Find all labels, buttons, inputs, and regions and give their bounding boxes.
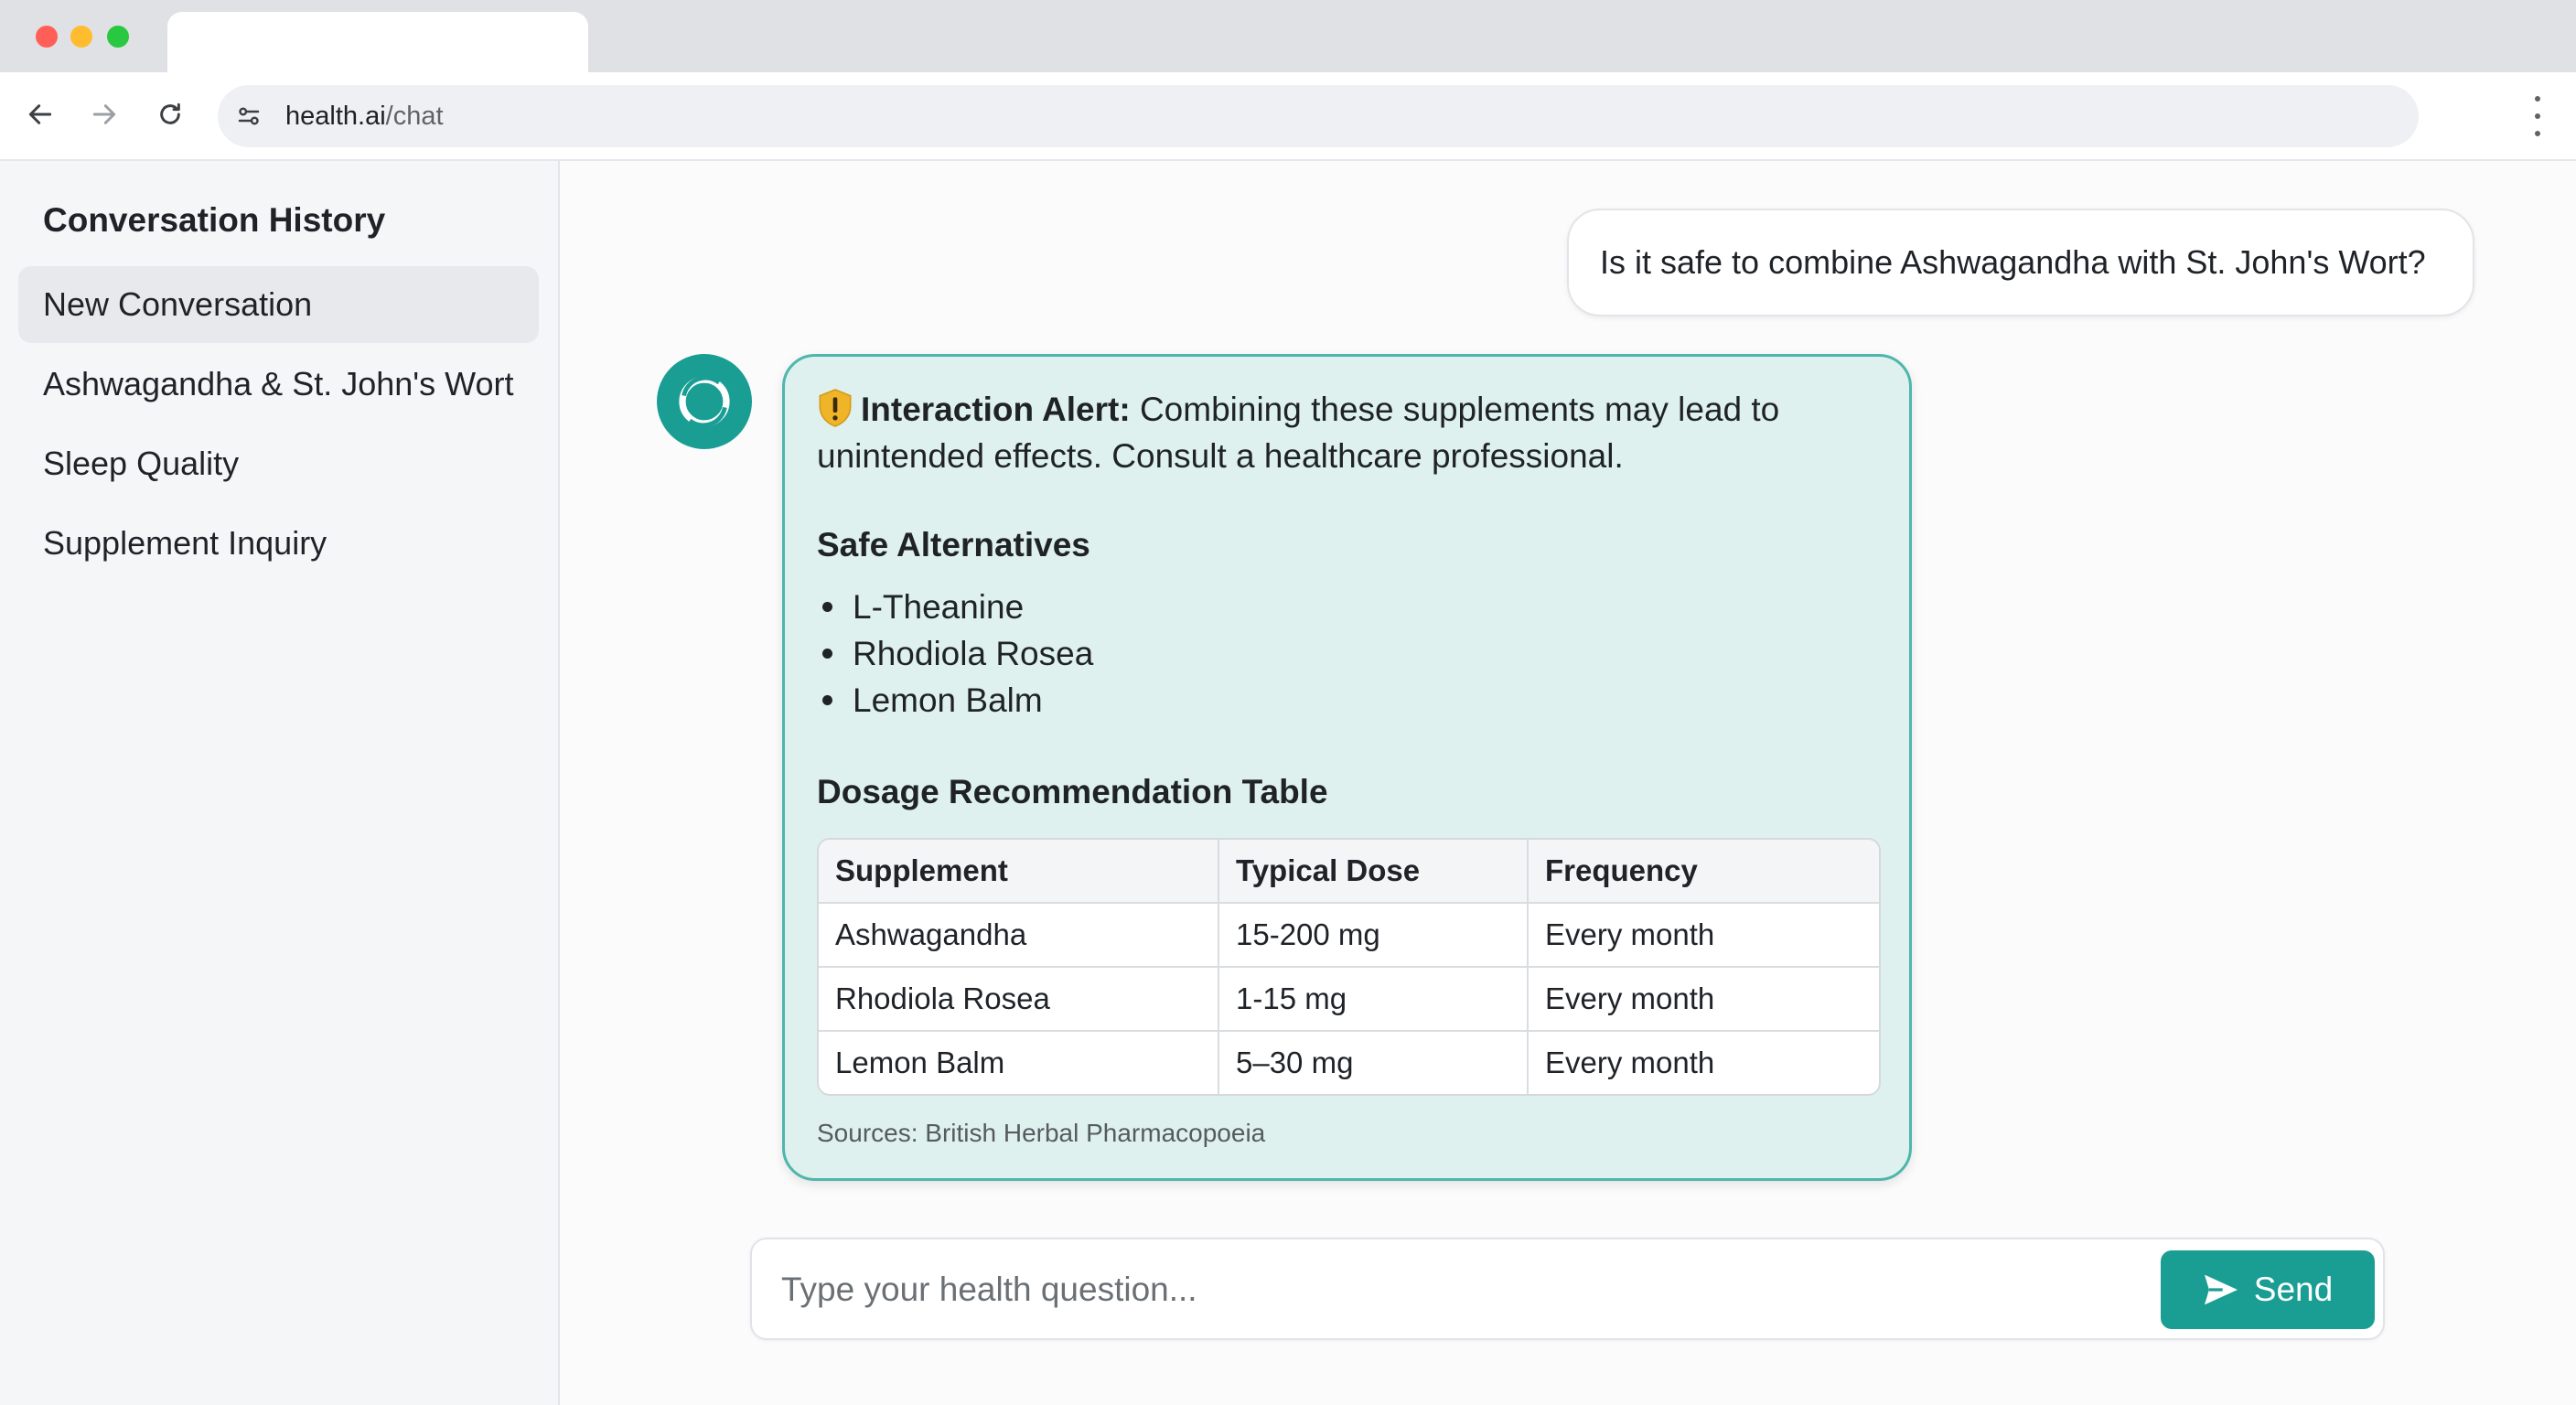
window-maximize-button[interactable] bbox=[107, 26, 129, 48]
table-cell: Every month bbox=[1545, 1046, 1715, 1079]
sidebar-item-label: Sleep Quality bbox=[43, 445, 240, 482]
table-header-row bbox=[819, 840, 1879, 904]
dosage-table-heading: Dosage Recommendation Table bbox=[817, 773, 1328, 810]
safe-alternatives-heading: Safe Alternatives bbox=[817, 526, 1090, 563]
alert-label: Interaction Alert: bbox=[861, 391, 1131, 428]
list-item bbox=[817, 630, 1093, 677]
sidebar-item-ashwagandha[interactable] bbox=[18, 346, 539, 423]
table-cell: Every month bbox=[1529, 904, 1879, 968]
alternative-label: Lemon Balm bbox=[853, 681, 1043, 719]
sidebar-item-label: New Conversation bbox=[43, 285, 313, 323]
assistant-avatar bbox=[657, 354, 752, 449]
table-header-cell: Typical Dose bbox=[1219, 840, 1529, 904]
arrow-right-icon bbox=[90, 100, 119, 129]
browser-tab-bar bbox=[0, 0, 2576, 72]
reload-icon bbox=[156, 100, 185, 129]
more-vertical-icon[interactable] bbox=[2530, 96, 2545, 136]
arrow-left-icon bbox=[26, 100, 55, 129]
user-message-bubble bbox=[1567, 209, 2474, 316]
sidebar-item-label: Ashwagandha & St. John's Wort bbox=[43, 365, 514, 402]
table-row bbox=[819, 904, 1879, 968]
health-question-input[interactable] bbox=[779, 1258, 2155, 1322]
interaction-alert bbox=[817, 386, 1878, 479]
url-path: /chat bbox=[385, 101, 444, 131]
list-item bbox=[817, 677, 1093, 724]
table-cell: Lemon Balm bbox=[819, 1032, 1219, 1094]
window-minimize-button[interactable] bbox=[70, 26, 92, 48]
browser-tab-active[interactable] bbox=[167, 12, 588, 72]
url-host: health.ai bbox=[285, 101, 386, 131]
message-composer bbox=[750, 1238, 2385, 1340]
alternative-label: L-Theanine bbox=[853, 588, 1025, 626]
url-text[interactable] bbox=[285, 102, 444, 132]
dosage-table bbox=[817, 838, 1881, 1096]
sources-note: Sources: British Herbal Pharmacopoeia bbox=[817, 1119, 1266, 1147]
sidebar-item-new-conversation[interactable] bbox=[18, 266, 539, 343]
conversation-sidebar bbox=[0, 161, 560, 1405]
send-button-label: Send bbox=[2253, 1271, 2334, 1308]
alert-text: Combining these supplements may lead to unintended effects. Consult a healthcare professional. bbox=[817, 391, 1780, 475]
browser-toolbar bbox=[0, 72, 2576, 161]
assistant-response-card bbox=[782, 354, 1912, 1181]
swirl-logo-icon bbox=[668, 365, 741, 438]
send-button[interactable] bbox=[2161, 1250, 2375, 1329]
user-message-text: Is it safe to combine Ashwagandha with St. John's Wort? bbox=[1600, 243, 2426, 281]
paper-plane-icon bbox=[2203, 1273, 2239, 1306]
sidebar-item-sleep-quality[interactable] bbox=[18, 425, 539, 502]
table-cell: 15-200 mg bbox=[1219, 904, 1529, 968]
window-close-button[interactable] bbox=[36, 26, 58, 48]
table-cell: Every month bbox=[1529, 968, 1879, 1032]
address-bar[interactable] bbox=[218, 85, 2419, 147]
table-row bbox=[819, 1032, 1879, 1094]
list-item bbox=[817, 584, 1093, 630]
sidebar-item-supplement-inquiry[interactable] bbox=[18, 505, 539, 582]
table-header-cell: Supplement bbox=[819, 840, 1219, 904]
safe-alternatives-list bbox=[817, 584, 1093, 724]
table-cell: Rhodiola Rosea bbox=[819, 968, 1219, 1032]
table-cell: 1-15 mg bbox=[1219, 968, 1529, 1032]
forward-button[interactable] bbox=[84, 94, 124, 134]
back-button[interactable] bbox=[20, 94, 60, 134]
table-cell: 5–30 mg bbox=[1219, 1032, 1529, 1094]
table-header-cell: Frequency bbox=[1529, 840, 1879, 904]
reload-button[interactable] bbox=[150, 94, 190, 134]
shield-exclamation-icon bbox=[817, 388, 853, 428]
table-row bbox=[819, 968, 1879, 1032]
table-cell: Ashwagandha bbox=[819, 904, 1219, 968]
sidebar-title: Conversation History bbox=[43, 201, 386, 239]
tune-icon[interactable] bbox=[231, 98, 267, 134]
sidebar-item-label: Supplement Inquiry bbox=[43, 524, 327, 562]
alternative-label: Rhodiola Rosea bbox=[853, 635, 1094, 672]
